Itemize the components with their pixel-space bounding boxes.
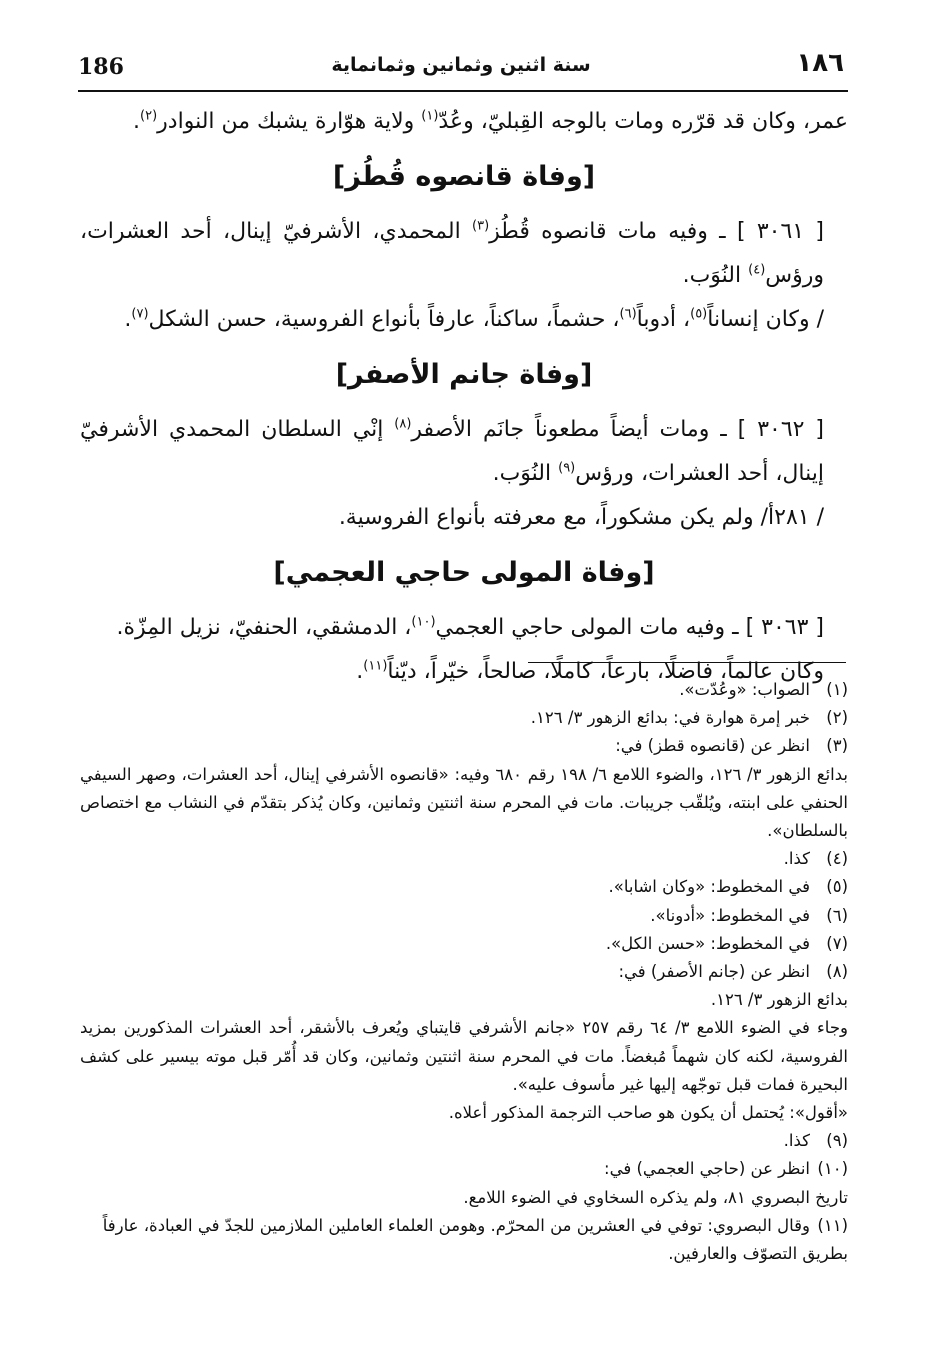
footnotes: [80, 676, 848, 1268]
opening-paragraph: [80, 100, 848, 144]
footnote-text: وقال البصروي: توفي في العشرين من المحرّم. وهومن العلماء العاملين الملازمين للجدّ في العبادة، عارفاً بطريق التصوّف والعارفين.: [102, 1215, 848, 1264]
text-run: .: [124, 307, 132, 332]
section-heading: [وفاة المولى حاجي العجمي]: [273, 557, 655, 588]
footnote-ref[interactable]: (١): [421, 108, 439, 124]
text-run: عمر، وكان قد قرّره ومات بالوجه القِبليّ، وعُدّ: [438, 109, 848, 134]
text-run: ، أدوباً: [636, 307, 691, 332]
footnote-line: [80, 902, 848, 930]
footnote-text: انظر عن (قانصوه قطز) في:: [615, 736, 810, 756]
text-run: [ ٣٠٦٣ ] ـ وفيه مات المولى حاجي العجمي: [435, 615, 824, 640]
page-number-arabic: ١٨٦: [796, 48, 844, 78]
footnote-number: (٤): [826, 849, 848, 869]
text-run: .: [356, 659, 364, 684]
entry-paragraph: [80, 298, 848, 342]
footnote-number: (٩): [826, 1131, 848, 1151]
footnote-ref[interactable]: (٤): [748, 262, 766, 278]
footnote-number: (٨): [826, 962, 848, 982]
footnote-line: [80, 1212, 848, 1268]
footnote-line: [80, 704, 848, 732]
footnote-ref[interactable]: (٢): [140, 108, 158, 124]
footnote-line: [80, 930, 848, 958]
footnote-ref[interactable]: (٩): [558, 460, 576, 476]
running-title: سنة اثنين وثمانين وثمانماية: [331, 54, 591, 76]
footnote-ref[interactable]: (١٠): [411, 614, 436, 630]
page-header: [78, 48, 844, 88]
footnote-number: (٥): [826, 877, 848, 897]
section-heading: [وفاة قانصوه قُطُز]: [332, 161, 596, 192]
footnote-number: (١١): [817, 1215, 848, 1235]
footnote-continuation: بدائع الزهور ٣/ ١٢٦، والضوء اللامع ٦/ ١٩٨ رقم ٦٨٠ وفيه: «قانصوه الأشرفي إينال، أحد العشرات، وصهر السيفي الحنفي على ابنته، ويُلقّب جريبات. مات في المحرم سنة اثنتين وثمانين، وكان يُذكر بتقدّم في النشاب مع اختصاص بالسلطان».: [80, 764, 849, 841]
text-run: النُوَب.: [682, 263, 749, 288]
footnote: [80, 930, 848, 958]
main-text: [80, 100, 848, 694]
header-rule: [78, 90, 848, 92]
text-run: [ ٣٠٦١ ] ـ وفيه مات قانصوه قُطُز: [489, 219, 825, 244]
footnote-text: كذا.: [783, 1131, 810, 1151]
footnote-ref[interactable]: (٣): [472, 218, 490, 234]
page-number-latin: 186: [78, 54, 124, 80]
footnote-ref[interactable]: (٧): [131, 306, 149, 322]
text-run: إنْي السلطان المحمدي الأشرفيّ إينال، أحد العشرات، ورؤس: [80, 417, 824, 486]
footnote-line: [80, 732, 848, 760]
footnote-separator: [528, 662, 846, 663]
footnote: [80, 958, 848, 1127]
footnote-number: (٣): [826, 736, 848, 756]
footnote: [80, 902, 848, 930]
footnote: [80, 1127, 848, 1155]
footnote-continuation: بدائع الزهور ٣/ ١٢٦.: [710, 990, 848, 1010]
footnote-continuation: «أقول»: يُحتمل أن يكون هو صاحب الترجمة المذكور أعلاه.: [448, 1103, 848, 1123]
entry-paragraph: [80, 210, 848, 298]
text-run: / وكان إنساناً: [707, 307, 824, 332]
text-run: [ ٣٠٦٢ ] ـ ومات أيضاً مطعوناً جانَم الأصفر: [411, 417, 824, 442]
footnote-line: [80, 1155, 848, 1183]
footnote-continuation: وجاء في الضوء اللامع ٣/ ٦٤ رقم ٢٥٧ «جانم الأشرفي قايتباي ويُعرف بالأشقر، أحد العشرات المذكورين بمزيد الفروسية، لكنه كان شهماً مُبغضاً. مات في المحرم سنة اثنتين وثمانين، وكان قد أُمّر قبل موته بيسير على كشف البحيرة فمات قبل توجّهه إليها غير مأسوف عليه».: [80, 1018, 848, 1094]
entry-paragraph: / ٢٨١أ/ ولم يكن مشكوراً، مع معرفته بأنواع الفروسية.: [338, 505, 824, 530]
footnote-number: (١): [826, 680, 848, 699]
footnote-line: [80, 845, 848, 873]
footnote-number: (١٠): [817, 1159, 848, 1179]
footnote-ref[interactable]: (١١): [363, 658, 388, 674]
footnote-text: في المخطوط: «أدونا».: [650, 905, 810, 925]
footnote-text: انظر عن (حاجي العجمي) في:: [604, 1159, 810, 1179]
footnote-number: (٢): [826, 708, 848, 728]
footnote-number: (٦): [826, 905, 848, 925]
footnote: [80, 1155, 848, 1211]
footnote-text: خبر إمرة هوارة في: بدائع الزهور ٣/ ١٢٦.: [530, 708, 810, 728]
entry-paragraph: [80, 408, 848, 496]
text-run: ، حشماً، ساكناً، عارفاً بأنواع الفروسية، حسن الشكل: [148, 307, 620, 332]
footnote: [80, 845, 848, 873]
footnote-line: [80, 676, 848, 704]
footnote-line: [80, 958, 848, 986]
footnote: [80, 873, 848, 901]
footnote-line: [80, 1127, 848, 1155]
footnote: [80, 1212, 848, 1268]
text-run: ، الدمشقي، الحنفيّ، نزيل المِزّة.: [116, 615, 412, 640]
text-run: .: [133, 109, 141, 134]
footnote-text: في المخطوط: «وكان اشابا».: [608, 877, 810, 897]
text-run: ولاية هوّارة يشبك من النوادر: [157, 109, 422, 134]
footnote-text: انظر عن (جانم الأصفر) في:: [618, 962, 810, 982]
footnote: [80, 732, 848, 845]
footnote-continuation: تاريخ البصروي ٨١، ولم يذكره السخاوي في الضوء اللامع.: [463, 1187, 848, 1207]
text-run: وكان عالماً، فاضلًا، بارعاً، كاملًا، صالحاً، خيّراً، ديّناً: [387, 659, 824, 684]
footnote-number: (٧): [826, 933, 848, 953]
footnote-text: الصواب: «وعُدّت».: [679, 680, 810, 699]
footnote-ref[interactable]: (٨): [394, 416, 412, 432]
footnote-ref[interactable]: (٥): [690, 306, 708, 322]
footnote-text: في المخطوط: «حسن الكل».: [605, 933, 810, 953]
footnote-ref[interactable]: (٦): [619, 306, 637, 322]
text-run: المحمدي، الأشرفيّ إينال، أحد العشرات، ورؤس: [80, 219, 824, 288]
footnote-text: كذا.: [783, 849, 810, 869]
entry-paragraph: [80, 606, 848, 650]
footnote: [80, 676, 848, 704]
footnote-line: [80, 873, 848, 901]
footnote: [80, 704, 848, 732]
text-run: النُوَب.: [492, 461, 559, 486]
section-heading: [وفاة جانم الأصفر]: [335, 359, 593, 390]
